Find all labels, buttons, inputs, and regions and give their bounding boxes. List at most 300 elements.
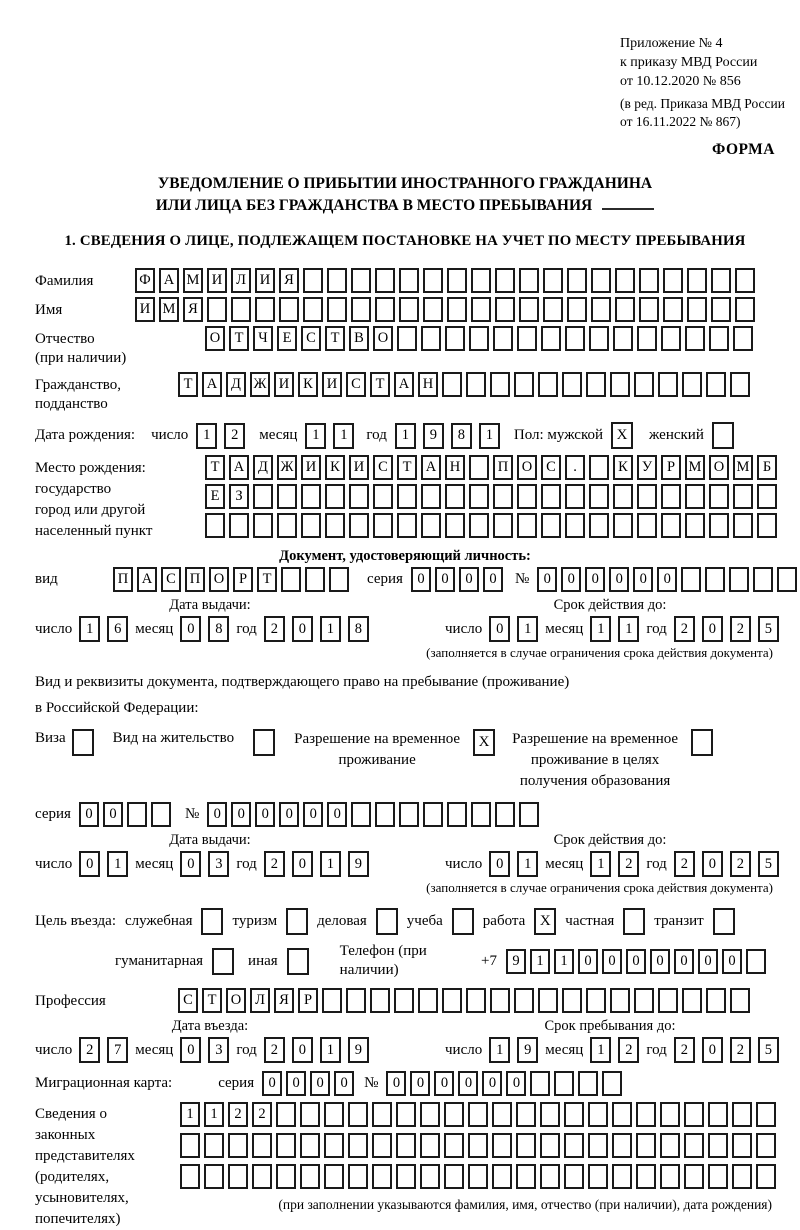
char-cell[interactable] [351, 297, 371, 322]
char-cell[interactable] [613, 513, 633, 538]
char-cell[interactable] [685, 326, 705, 351]
purpose-study-checkbox[interactable] [452, 908, 474, 935]
char-cell[interactable]: 6 [107, 616, 128, 642]
char-cell[interactable]: 8 [348, 616, 369, 642]
char-cell[interactable] [564, 1102, 584, 1127]
char-cell[interactable]: Р [298, 988, 318, 1013]
char-cell[interactable]: 2 [730, 616, 751, 642]
char-cell[interactable]: М [685, 455, 705, 480]
char-cell[interactable] [661, 484, 681, 509]
char-cell[interactable] [613, 484, 633, 509]
char-cell[interactable] [351, 268, 371, 293]
char-cell[interactable] [469, 484, 489, 509]
char-cell[interactable]: 0 [459, 567, 479, 592]
char-cell[interactable]: 0 [702, 851, 723, 877]
sex-male-checkbox[interactable]: X [611, 422, 633, 449]
char-cell[interactable]: 1 [479, 423, 500, 449]
char-cell[interactable]: 9 [348, 851, 369, 877]
char-cell[interactable]: М [733, 455, 753, 480]
char-cell[interactable]: Т [397, 455, 417, 480]
char-cell[interactable] [530, 1071, 550, 1096]
char-cell[interactable]: О [205, 326, 225, 351]
char-cell[interactable] [348, 1133, 368, 1158]
char-cell[interactable]: Е [277, 326, 297, 351]
char-cell[interactable]: 1 [530, 949, 550, 974]
char-cell[interactable]: 0 [722, 949, 742, 974]
char-cell[interactable] [421, 484, 441, 509]
char-cell[interactable]: Т [257, 567, 277, 592]
char-cell[interactable] [301, 484, 321, 509]
char-cell[interactable] [276, 1164, 296, 1189]
char-cell[interactable]: 0 [180, 616, 201, 642]
char-cell[interactable] [708, 1164, 728, 1189]
char-cell[interactable]: С [301, 326, 321, 351]
char-cell[interactable] [753, 567, 773, 592]
char-cell[interactable] [540, 1102, 560, 1127]
char-cell[interactable] [637, 484, 657, 509]
char-cell[interactable] [372, 1164, 392, 1189]
char-cell[interactable] [207, 297, 227, 322]
char-cell[interactable] [746, 949, 766, 974]
char-cell[interactable] [468, 1133, 488, 1158]
char-cell[interactable]: О [709, 455, 729, 480]
residence-permit-checkbox[interactable] [253, 729, 275, 756]
char-cell[interactable]: С [178, 988, 198, 1013]
char-cell[interactable]: 9 [517, 1037, 538, 1063]
char-cell[interactable] [322, 988, 342, 1013]
char-cell[interactable] [399, 268, 419, 293]
char-cell[interactable]: 0 [303, 802, 323, 827]
char-cell[interactable]: А [202, 372, 222, 397]
char-cell[interactable] [466, 372, 486, 397]
char-cell[interactable] [586, 372, 606, 397]
char-cell[interactable]: 1 [320, 616, 341, 642]
char-cell[interactable]: 2 [264, 616, 285, 642]
char-cell[interactable]: 5 [758, 851, 779, 877]
char-cell[interactable]: И [255, 268, 275, 293]
char-cell[interactable]: 0 [702, 616, 723, 642]
char-cell[interactable]: Я [279, 268, 299, 293]
char-cell[interactable] [588, 1164, 608, 1189]
char-cell[interactable] [732, 1133, 752, 1158]
char-cell[interactable] [589, 455, 609, 480]
char-cell[interactable]: 2 [674, 851, 695, 877]
char-cell[interactable] [684, 1102, 704, 1127]
char-cell[interactable] [442, 372, 462, 397]
char-cell[interactable]: 2 [224, 423, 245, 449]
char-cell[interactable] [660, 1102, 680, 1127]
char-cell[interactable] [447, 802, 467, 827]
char-cell[interactable] [589, 484, 609, 509]
char-cell[interactable] [300, 1102, 320, 1127]
char-cell[interactable] [733, 326, 753, 351]
char-cell[interactable] [634, 372, 654, 397]
char-cell[interactable]: 5 [758, 616, 779, 642]
char-cell[interactable]: М [183, 268, 203, 293]
char-cell[interactable]: 1 [517, 616, 538, 642]
char-cell[interactable]: К [613, 455, 633, 480]
char-cell[interactable]: А [421, 455, 441, 480]
char-cell[interactable] [329, 567, 349, 592]
char-cell[interactable]: А [229, 455, 249, 480]
char-cell[interactable]: Т [202, 988, 222, 1013]
char-cell[interactable]: О [209, 567, 229, 592]
char-cell[interactable] [554, 1071, 574, 1096]
char-cell[interactable]: С [161, 567, 181, 592]
char-cell[interactable]: Е [205, 484, 225, 509]
char-cell[interactable]: 1 [590, 1037, 611, 1063]
char-cell[interactable] [469, 513, 489, 538]
char-cell[interactable]: 0 [483, 567, 503, 592]
char-cell[interactable]: 0 [411, 567, 431, 592]
char-cell[interactable] [300, 1164, 320, 1189]
char-cell[interactable] [543, 297, 563, 322]
char-cell[interactable] [444, 1164, 464, 1189]
char-cell[interactable]: М [159, 297, 179, 322]
char-cell[interactable] [610, 988, 630, 1013]
char-cell[interactable]: Р [661, 455, 681, 480]
char-cell[interactable]: 1 [395, 423, 416, 449]
char-cell[interactable] [538, 988, 558, 1013]
char-cell[interactable] [229, 513, 249, 538]
char-cell[interactable]: 0 [103, 802, 123, 827]
char-cell[interactable]: 0 [310, 1071, 330, 1096]
char-cell[interactable] [516, 1133, 536, 1158]
char-cell[interactable] [589, 513, 609, 538]
char-cell[interactable]: Б [757, 455, 777, 480]
char-cell[interactable] [301, 513, 321, 538]
char-cell[interactable]: 0 [537, 567, 557, 592]
char-cell[interactable] [588, 1133, 608, 1158]
char-cell[interactable]: 8 [451, 423, 472, 449]
char-cell[interactable]: И [349, 455, 369, 480]
char-cell[interactable] [661, 326, 681, 351]
char-cell[interactable] [253, 484, 273, 509]
char-cell[interactable] [447, 297, 467, 322]
char-cell[interactable] [445, 326, 465, 351]
char-cell[interactable]: 5 [758, 1037, 779, 1063]
char-cell[interactable] [541, 326, 561, 351]
char-cell[interactable] [636, 1102, 656, 1127]
char-cell[interactable]: Р [233, 567, 253, 592]
char-cell[interactable] [732, 1164, 752, 1189]
char-cell[interactable] [685, 513, 705, 538]
char-cell[interactable]: А [394, 372, 414, 397]
char-cell[interactable] [324, 1164, 344, 1189]
char-cell[interactable] [420, 1102, 440, 1127]
char-cell[interactable] [349, 513, 369, 538]
char-cell[interactable] [777, 567, 797, 592]
char-cell[interactable]: 0 [207, 802, 227, 827]
char-cell[interactable]: К [298, 372, 318, 397]
char-cell[interactable] [327, 268, 347, 293]
char-cell[interactable]: 1 [320, 851, 341, 877]
char-cell[interactable] [228, 1164, 248, 1189]
char-cell[interactable]: 1 [204, 1102, 224, 1127]
char-cell[interactable] [445, 513, 465, 538]
char-cell[interactable] [756, 1164, 776, 1189]
char-cell[interactable] [279, 297, 299, 322]
char-cell[interactable] [325, 484, 345, 509]
char-cell[interactable]: 2 [674, 1037, 695, 1063]
char-cell[interactable] [442, 988, 462, 1013]
char-cell[interactable] [493, 326, 513, 351]
char-cell[interactable] [471, 297, 491, 322]
char-cell[interactable]: 1 [554, 949, 574, 974]
char-cell[interactable] [658, 372, 678, 397]
char-cell[interactable]: 0 [585, 567, 605, 592]
char-cell[interactable] [277, 513, 297, 538]
char-cell[interactable] [228, 1133, 248, 1158]
char-cell[interactable]: 0 [702, 1037, 723, 1063]
char-cell[interactable] [567, 297, 587, 322]
char-cell[interactable]: Т [370, 372, 390, 397]
char-cell[interactable]: 0 [286, 1071, 306, 1096]
char-cell[interactable] [490, 372, 510, 397]
char-cell[interactable] [349, 484, 369, 509]
char-cell[interactable] [300, 1133, 320, 1158]
char-cell[interactable]: И [301, 455, 321, 480]
char-cell[interactable] [469, 326, 489, 351]
char-cell[interactable]: К [325, 455, 345, 480]
char-cell[interactable] [591, 297, 611, 322]
char-cell[interactable]: 0 [255, 802, 275, 827]
char-cell[interactable]: 0 [79, 851, 100, 877]
char-cell[interactable] [204, 1164, 224, 1189]
char-cell[interactable]: 0 [458, 1071, 478, 1096]
char-cell[interactable] [634, 988, 654, 1013]
purpose-work-checkbox[interactable]: X [534, 908, 556, 935]
char-cell[interactable] [636, 1164, 656, 1189]
char-cell[interactable] [468, 1164, 488, 1189]
char-cell[interactable] [540, 1133, 560, 1158]
char-cell[interactable] [663, 268, 683, 293]
char-cell[interactable] [519, 802, 539, 827]
char-cell[interactable] [517, 326, 537, 351]
char-cell[interactable]: А [137, 567, 157, 592]
char-cell[interactable]: 2 [264, 851, 285, 877]
char-cell[interactable] [540, 1164, 560, 1189]
char-cell[interactable] [205, 513, 225, 538]
char-cell[interactable] [663, 297, 683, 322]
char-cell[interactable]: Ф [135, 268, 155, 293]
char-cell[interactable]: 0 [231, 802, 251, 827]
char-cell[interactable]: 2 [730, 1037, 751, 1063]
char-cell[interactable]: Д [226, 372, 246, 397]
char-cell[interactable]: 1 [590, 851, 611, 877]
char-cell[interactable]: 0 [410, 1071, 430, 1096]
char-cell[interactable] [372, 1102, 392, 1127]
char-cell[interactable] [151, 802, 171, 827]
char-cell[interactable]: 0 [626, 949, 646, 974]
char-cell[interactable] [730, 988, 750, 1013]
char-cell[interactable] [612, 1133, 632, 1158]
char-cell[interactable] [372, 1133, 392, 1158]
char-cell[interactable] [421, 326, 441, 351]
char-cell[interactable] [639, 268, 659, 293]
char-cell[interactable] [757, 513, 777, 538]
char-cell[interactable] [420, 1133, 440, 1158]
char-cell[interactable] [490, 988, 510, 1013]
char-cell[interactable]: 0 [578, 949, 598, 974]
char-cell[interactable]: И [274, 372, 294, 397]
char-cell[interactable]: В [349, 326, 369, 351]
char-cell[interactable]: 1 [305, 423, 326, 449]
purpose-humanitarian-checkbox[interactable] [212, 948, 234, 975]
purpose-other-checkbox[interactable] [287, 948, 309, 975]
char-cell[interactable]: 0 [650, 949, 670, 974]
char-cell[interactable]: С [541, 455, 561, 480]
char-cell[interactable] [445, 484, 465, 509]
char-cell[interactable] [514, 988, 534, 1013]
char-cell[interactable]: Ч [253, 326, 273, 351]
char-cell[interactable] [127, 802, 147, 827]
char-cell[interactable] [252, 1164, 272, 1189]
char-cell[interactable]: С [346, 372, 366, 397]
char-cell[interactable]: Л [250, 988, 270, 1013]
char-cell[interactable]: Т [325, 326, 345, 351]
char-cell[interactable] [516, 1164, 536, 1189]
purpose-tourism-checkbox[interactable] [286, 908, 308, 935]
char-cell[interactable] [303, 268, 323, 293]
char-cell[interactable]: П [493, 455, 513, 480]
char-cell[interactable] [709, 484, 729, 509]
char-cell[interactable] [495, 297, 515, 322]
char-cell[interactable] [708, 1102, 728, 1127]
char-cell[interactable] [709, 513, 729, 538]
char-cell[interactable] [495, 802, 515, 827]
char-cell[interactable]: 1 [590, 616, 611, 642]
char-cell[interactable]: 0 [180, 1037, 201, 1063]
char-cell[interactable] [729, 567, 749, 592]
char-cell[interactable]: 0 [435, 567, 455, 592]
char-cell[interactable]: 0 [327, 802, 347, 827]
char-cell[interactable] [493, 484, 513, 509]
char-cell[interactable] [423, 802, 443, 827]
char-cell[interactable]: 1 [107, 851, 128, 877]
char-cell[interactable]: 0 [79, 802, 99, 827]
char-cell[interactable] [711, 297, 731, 322]
char-cell[interactable]: 0 [489, 616, 510, 642]
char-cell[interactable]: 9 [348, 1037, 369, 1063]
char-cell[interactable]: Н [445, 455, 465, 480]
char-cell[interactable]: 0 [279, 802, 299, 827]
char-cell[interactable] [735, 297, 755, 322]
char-cell[interactable]: Д [253, 455, 273, 480]
char-cell[interactable]: Т [178, 372, 198, 397]
char-cell[interactable] [588, 1102, 608, 1127]
char-cell[interactable] [394, 988, 414, 1013]
char-cell[interactable] [733, 513, 753, 538]
char-cell[interactable]: 2 [618, 1037, 639, 1063]
char-cell[interactable] [277, 484, 297, 509]
char-cell[interactable] [375, 802, 395, 827]
char-cell[interactable] [639, 297, 659, 322]
char-cell[interactable] [591, 268, 611, 293]
char-cell[interactable]: 0 [334, 1071, 354, 1096]
char-cell[interactable]: 0 [674, 949, 694, 974]
char-cell[interactable] [375, 297, 395, 322]
char-cell[interactable]: 0 [698, 949, 718, 974]
char-cell[interactable] [351, 802, 371, 827]
char-cell[interactable] [399, 297, 419, 322]
char-cell[interactable] [517, 513, 537, 538]
char-cell[interactable] [730, 372, 750, 397]
char-cell[interactable] [562, 988, 582, 1013]
char-cell[interactable] [684, 1133, 704, 1158]
char-cell[interactable]: Ж [277, 455, 297, 480]
char-cell[interactable]: 1 [618, 616, 639, 642]
char-cell[interactable] [373, 513, 393, 538]
char-cell[interactable]: 3 [208, 1037, 229, 1063]
char-cell[interactable] [421, 513, 441, 538]
char-cell[interactable] [373, 484, 393, 509]
char-cell[interactable] [276, 1102, 296, 1127]
char-cell[interactable] [709, 326, 729, 351]
char-cell[interactable]: У [637, 455, 657, 480]
char-cell[interactable] [562, 372, 582, 397]
char-cell[interactable]: 0 [482, 1071, 502, 1096]
char-cell[interactable] [589, 326, 609, 351]
purpose-business-checkbox[interactable] [376, 908, 398, 935]
char-cell[interactable]: 2 [618, 851, 639, 877]
char-cell[interactable]: 1 [79, 616, 100, 642]
char-cell[interactable] [447, 268, 467, 293]
char-cell[interactable] [348, 1102, 368, 1127]
char-cell[interactable]: Я [274, 988, 294, 1013]
char-cell[interactable] [305, 567, 325, 592]
char-cell[interactable] [399, 802, 419, 827]
char-cell[interactable] [396, 1133, 416, 1158]
char-cell[interactable]: 7 [107, 1037, 128, 1063]
char-cell[interactable] [375, 268, 395, 293]
char-cell[interactable]: 0 [386, 1071, 406, 1096]
char-cell[interactable]: 0 [180, 851, 201, 877]
char-cell[interactable]: 9 [506, 949, 526, 974]
char-cell[interactable] [756, 1133, 776, 1158]
char-cell[interactable] [637, 513, 657, 538]
char-cell[interactable] [687, 268, 707, 293]
char-cell[interactable] [586, 988, 606, 1013]
char-cell[interactable]: А [159, 268, 179, 293]
char-cell[interactable]: 1 [180, 1102, 200, 1127]
char-cell[interactable]: 0 [292, 1037, 313, 1063]
char-cell[interactable] [281, 567, 301, 592]
purpose-private-checkbox[interactable] [623, 908, 645, 935]
char-cell[interactable]: 0 [657, 567, 677, 592]
char-cell[interactable] [423, 297, 443, 322]
sex-female-checkbox[interactable] [712, 422, 734, 449]
char-cell[interactable] [468, 1102, 488, 1127]
char-cell[interactable] [711, 268, 731, 293]
char-cell[interactable]: О [373, 326, 393, 351]
char-cell[interactable]: П [185, 567, 205, 592]
char-cell[interactable]: 0 [262, 1071, 282, 1096]
char-cell[interactable] [681, 567, 701, 592]
char-cell[interactable] [757, 484, 777, 509]
char-cell[interactable]: 0 [489, 851, 510, 877]
char-cell[interactable] [660, 1164, 680, 1189]
char-cell[interactable]: 0 [292, 851, 313, 877]
char-cell[interactable] [348, 1164, 368, 1189]
char-cell[interactable] [565, 513, 585, 538]
char-cell[interactable]: 0 [292, 616, 313, 642]
char-cell[interactable] [684, 1164, 704, 1189]
char-cell[interactable] [732, 1102, 752, 1127]
char-cell[interactable] [495, 268, 515, 293]
char-cell[interactable] [706, 372, 726, 397]
char-cell[interactable] [613, 326, 633, 351]
